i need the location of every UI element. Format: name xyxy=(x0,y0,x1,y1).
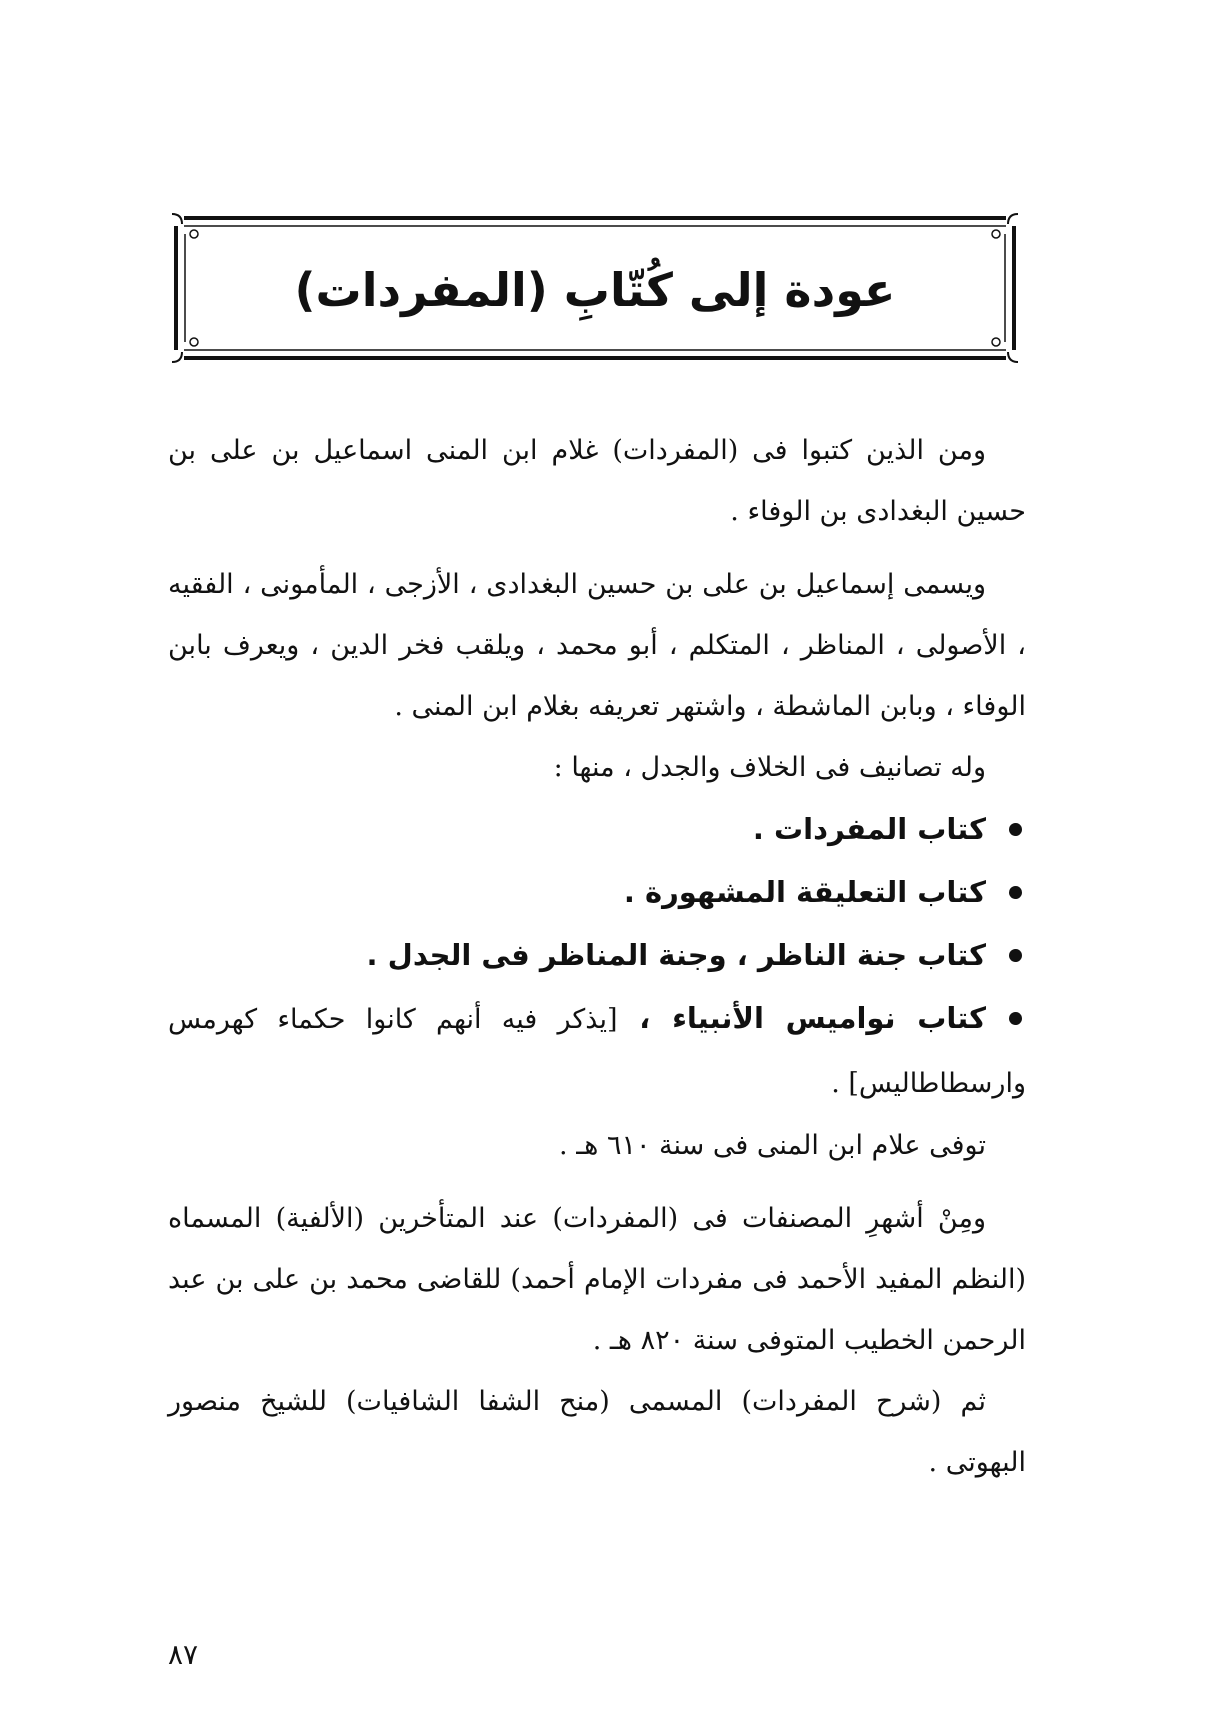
body-text xyxy=(168,420,1026,1493)
paragraph-6: ثم (شرح المفردات) المسمى (منح الشفا الشافيات) للشيخ منصور البهوتى . xyxy=(168,1386,1026,1478)
book-list xyxy=(168,798,1026,1115)
paragraph-3: وله تصانيف فى الخلاف والجدل ، منها : xyxy=(553,752,986,783)
bullet-icon xyxy=(1009,949,1022,962)
page-title: عودة إلى كُتّابِ (المفردات) xyxy=(294,263,896,317)
bullet-icon xyxy=(1009,823,1022,836)
book-title: كتاب نواميس الأنبياء ، xyxy=(639,1001,986,1035)
paragraph-5: ومِنْ أشهرِ المصنفات فى (المفردات) عند المتأخرين (الألفية) المسماه (النظم المفيد الأحمد فى مفردات الإمام أحمد) للقاضى محمد بن على بن عبد الرحمن الخطيب المتوفى سنة ٨٢٠ هـ . xyxy=(168,1203,1026,1356)
book-title: كتاب المفردات . xyxy=(752,812,986,846)
list-item xyxy=(168,798,1026,861)
list-item xyxy=(168,987,1026,1115)
list-item xyxy=(168,861,1026,924)
bullet-icon xyxy=(1009,886,1022,899)
paragraph-1: ومن الذين كتبوا فى (المفردات) غلام ابن المنى اسماعيل بن على بن حسين البغدادى بن الوفاء . xyxy=(168,435,1026,527)
paragraph-4: توفى علام ابن المنى فى سنة ٦١٠ هـ . xyxy=(559,1130,986,1161)
page-number: ٨٧ xyxy=(168,1638,199,1671)
bullet-icon xyxy=(1009,1012,1022,1025)
book-title: كتاب التعليقة المشهورة . xyxy=(623,875,986,909)
paragraph-2: ويسمى إسماعيل بن على بن حسين البغدادى ، الأزجى ، المأمونى ، الفقيه ، الأصولى ، المناظر ، المتكلم ، أبو محمد ، ويلقب فخر الدين ، ويعرف بابن الوفاء ، وبابن الماشطة ، واشتهر تعريفه بغلام ابن المنى . xyxy=(168,569,1026,722)
list-item xyxy=(168,924,1026,987)
book-note: [يذكر فيه أنهم كانوا حكماء كهرمس وارسطاطاليس] . xyxy=(168,1004,1026,1099)
title-frame xyxy=(170,212,1020,364)
book-title: كتاب جنة الناظر ، وجنة المناظر فى الجدل . xyxy=(366,938,986,972)
